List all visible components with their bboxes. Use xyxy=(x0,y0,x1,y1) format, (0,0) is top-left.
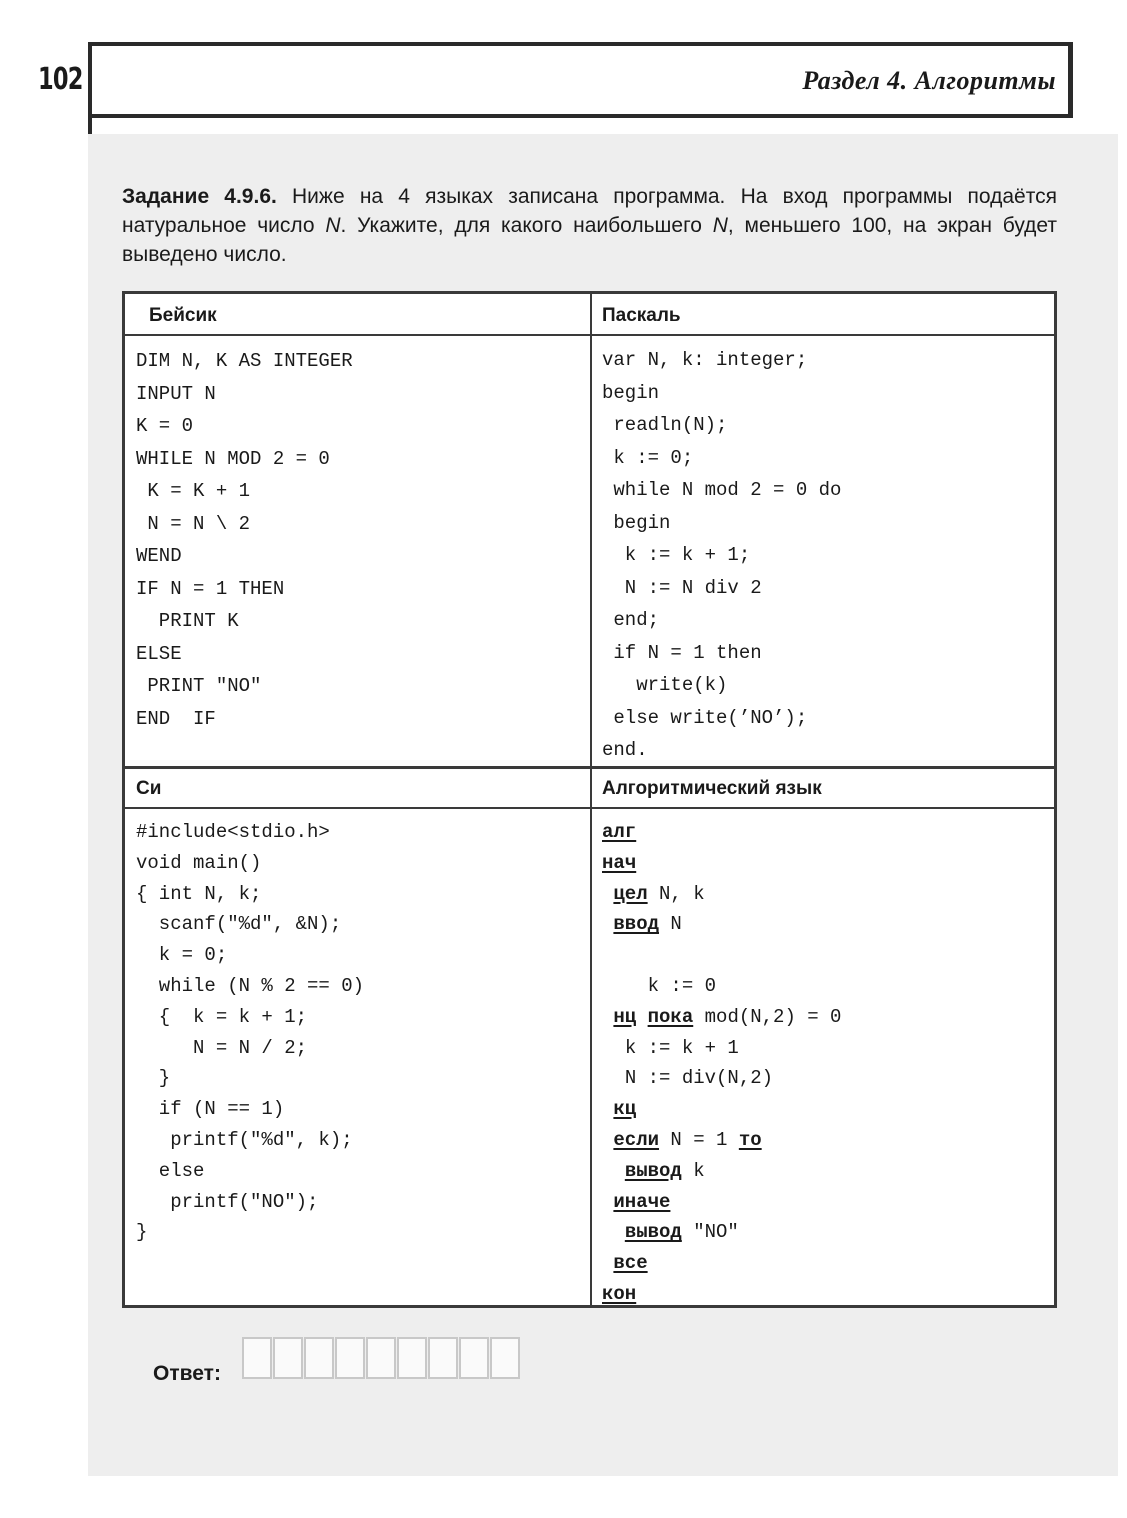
code-line: readln(N); xyxy=(602,414,728,436)
answer-cell[interactable] xyxy=(428,1337,458,1379)
keyword: кц xyxy=(613,1098,637,1121)
code-line: IF N = 1 THEN xyxy=(136,577,285,600)
code-line: else write(’NO’); xyxy=(602,706,808,729)
keyword: вывод xyxy=(624,1221,682,1244)
code-line xyxy=(602,1002,841,1033)
code-line: if (N == 1) xyxy=(136,1098,285,1121)
code-table xyxy=(122,291,1057,1308)
code-line: N = N \ 2 xyxy=(136,512,251,535)
code-line: #include<stdio.h> xyxy=(136,821,330,843)
answer-field[interactable] xyxy=(242,1337,521,1379)
task-text-part2: . Укажите, для какого наибольшего xyxy=(340,214,713,237)
code-line: scanf("%d", &N); xyxy=(136,913,342,936)
code-line: void main() xyxy=(136,851,262,874)
code-line: } xyxy=(136,1067,171,1090)
code-text: mod(N,2) = 0 xyxy=(693,1005,842,1028)
code-line: printf("NO"); xyxy=(136,1190,319,1213)
keyword: цел xyxy=(613,882,648,905)
code-line: DIM N, K AS INTEGER xyxy=(136,350,353,372)
code-text: "NO" xyxy=(681,1221,739,1244)
keyword: то xyxy=(738,1128,762,1151)
basic-code xyxy=(136,345,353,735)
code-line xyxy=(602,1094,841,1125)
code-line xyxy=(602,1279,841,1310)
code-line xyxy=(602,971,841,1002)
keyword: если xyxy=(613,1128,660,1151)
code-line: while N mod 2 = 0 do xyxy=(602,479,842,501)
algo-header: Алгоритмический язык xyxy=(602,778,822,799)
code-line: N = N / 2; xyxy=(136,1036,308,1059)
section-header xyxy=(88,42,1073,118)
code-text: k xyxy=(681,1159,705,1182)
answer-cell[interactable] xyxy=(242,1337,272,1379)
code-line: begin xyxy=(602,511,671,534)
answer-cell[interactable] xyxy=(273,1337,303,1379)
code-line xyxy=(602,909,841,940)
code-line xyxy=(602,1217,841,1248)
code-text: N = 1 xyxy=(659,1128,739,1151)
c-code xyxy=(136,817,364,1248)
code-line: if N = 1 then xyxy=(602,641,762,664)
code-line: else xyxy=(136,1159,205,1182)
code-line: PRINT K xyxy=(136,610,239,632)
task-var-n: N xyxy=(325,214,341,237)
code-line: END IF xyxy=(136,707,216,730)
code-line: K = K + 1 xyxy=(136,480,251,502)
code-line xyxy=(602,940,841,971)
keyword: алг xyxy=(602,821,637,843)
code-text: N := div(N,2) xyxy=(624,1067,774,1090)
answer-cell[interactable] xyxy=(397,1337,427,1379)
code-line: ELSE xyxy=(136,642,182,665)
basic-header: Бейсик xyxy=(149,305,217,326)
code-line xyxy=(602,848,841,879)
keyword: нц xyxy=(613,1005,637,1028)
keyword: пока xyxy=(647,1005,694,1028)
keyword: ввод xyxy=(613,913,660,936)
code-line xyxy=(602,1248,841,1279)
row-divider xyxy=(125,807,1054,809)
pascal-code xyxy=(602,344,841,767)
code-line: K = 0 xyxy=(136,415,194,437)
code-line: N := N div 2 xyxy=(602,576,762,599)
row-divider xyxy=(125,334,1054,336)
code-text: N, k xyxy=(647,882,705,905)
code-line: begin xyxy=(602,381,660,404)
keyword: иначе xyxy=(613,1190,671,1213)
code-line: { k = k + 1; xyxy=(136,1005,308,1028)
keyword: все xyxy=(613,1252,648,1275)
code-line xyxy=(602,1125,841,1156)
code-line: var N, k: integer; xyxy=(602,349,808,371)
column-divider xyxy=(590,294,592,1305)
code-line: { int N, k; xyxy=(136,882,262,905)
keyword: кон xyxy=(602,1282,637,1305)
task-text-part1: Ниже на 4 языках записана программа. На вход программы подаётся натуральное число xyxy=(122,185,1057,237)
row-divider xyxy=(125,766,1054,769)
code-line: WEND xyxy=(136,545,182,567)
answer-label: Ответ: xyxy=(153,1362,221,1385)
code-line: while (N % 2 == 0) xyxy=(136,974,365,997)
code-line xyxy=(602,817,841,848)
code-line: write(k) xyxy=(602,674,728,696)
c-header: Си xyxy=(136,778,162,799)
algo-code xyxy=(602,817,841,1310)
answer-cell[interactable] xyxy=(459,1337,489,1379)
code-text: k := k + 1 xyxy=(624,1036,739,1059)
code-line: PRINT "NO" xyxy=(136,675,262,697)
answer-cell[interactable] xyxy=(304,1337,334,1379)
code-line xyxy=(602,879,841,910)
task-statement xyxy=(122,182,1057,269)
task-var-n: N xyxy=(712,214,728,237)
task-label: Задание 4.9.6. xyxy=(122,185,277,208)
code-line xyxy=(602,1033,841,1064)
code-line: printf("%d", k); xyxy=(136,1128,353,1151)
answer-cell[interactable] xyxy=(490,1337,520,1379)
code-line: } xyxy=(136,1221,148,1244)
keyword: нач xyxy=(602,851,637,874)
code-line xyxy=(602,1063,841,1094)
keyword: вывод xyxy=(624,1159,682,1182)
code-text: k := 0 xyxy=(647,974,717,997)
page-number: 102 xyxy=(38,62,83,97)
code-text: N xyxy=(659,913,682,936)
answer-cell[interactable] xyxy=(335,1337,365,1379)
section-title: Раздел 4. Алгоритмы xyxy=(802,66,1056,95)
task-text-part3: , меньшего 100, на экран будет выведено число. xyxy=(122,214,1057,266)
code-line: end. xyxy=(602,739,648,761)
header-divider xyxy=(88,114,92,136)
code-line xyxy=(602,1156,841,1187)
code-line xyxy=(602,1187,841,1218)
code-line: k := 0; xyxy=(602,446,694,469)
pascal-header: Паскаль xyxy=(602,305,681,326)
answer-cell[interactable] xyxy=(366,1337,396,1379)
code-line: k := k + 1; xyxy=(602,544,751,566)
code-line: WHILE N MOD 2 = 0 xyxy=(136,447,330,470)
code-line: INPUT N xyxy=(136,382,216,405)
code-line: k = 0; xyxy=(136,944,228,967)
code-line: end; xyxy=(602,609,660,631)
